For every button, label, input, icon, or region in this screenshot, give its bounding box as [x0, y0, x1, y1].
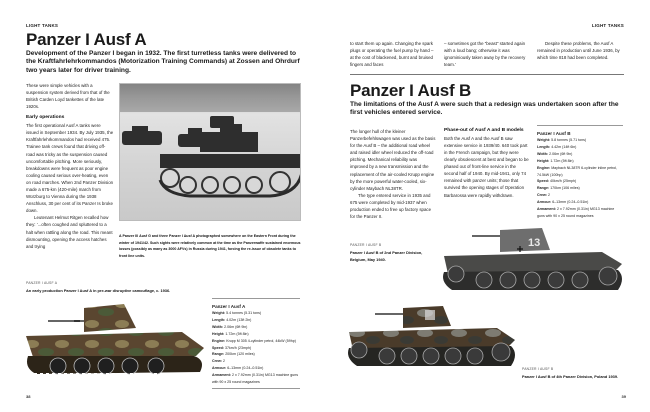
- tank-photo: [119, 83, 301, 221]
- page-number: 39: [621, 394, 626, 399]
- body-paragraph: The type entered service in 1935 and 675 were completed by mid-1937 when production ended to free up factory space for the Panzer II.: [350, 192, 432, 220]
- spec-row-range: Range: 200km (120 miles): [212, 352, 255, 357]
- profile1-label: PANZER I AUSF B: [350, 243, 382, 247]
- spec-divider: [212, 388, 300, 389]
- profile1-caption: Panzer I Ausf B of 2nd Panzer Division, Belgium, May 1940.: [350, 250, 423, 262]
- body-paragraph: The longer hull of the kleiner Panzerbefehlswagen was used as the basis for the Ausf B – the additional road wheel and raised idler wheel reduced the off-road pitching. Mechanical reliability was improved by a new transmission and the replacement of the air-cooled Krupp engine by the more powerful water-cooled, six-cylinder Maybach NL38TR.: [350, 129, 436, 191]
- page-number: 38: [26, 394, 31, 399]
- spec-row-length: Length: 4.02m (13ft 2in): [212, 317, 252, 322]
- panzer-ausf-b-profile-grey: [442, 228, 627, 298]
- spec-row-length: Length: 4.42m (14ft 6in): [537, 144, 577, 149]
- spec-box-ausf-b: [537, 125, 623, 220]
- deck: [26, 50, 301, 75]
- spec-row-height: Height: 1.72m (5ft 8in): [537, 158, 574, 163]
- spec-row-engine: Engine: Maybach NL38TR 6-cylinder inline petrol, 74.5kW (100hp): [537, 165, 618, 177]
- body-paragraph: Both the Ausf A and the Ausf B saw extensive service in 1939/40. 640 took part in the French campaign, but they were clearly obsolescent at best and began to be phased out of front-line service in the second half of 1940. By mid-1941, only 74 remained with panzer units; those that survived the opening stages of Operation Barbarossa were rapidly withdrawn.: [444, 135, 529, 198]
- body-paragraph: The first operational Ausf A tanks were issued in September 1934. By July 1935, the Kraftfahrlehrkommandos had received 475. Trainee tank crews found that driving off-road was tricky as the suspension caused uncomfortable pitching. More seriously, breakdowns were frequent as poor engine cooling caused serious over-heating, even on road marches. When 2nd Panzer Division made a 675-km (420-mile) march from Würzburg to Vienna during the 1938 Anschluss, 30 per cent of its Panzer Is broke down.: [26, 123, 114, 214]
- running-head: LIGHT TANKS: [591, 23, 624, 28]
- spec-row-armament: Armament: 2 x 7.92mm (0.31in) MG13 machine guns with 90 x 25 round magazines: [537, 207, 615, 218]
- spec-row-width: Width: 2.06m (6ft 9in): [212, 324, 248, 329]
- subhead-phase-out: Phase-out of Ausf A and B models: [444, 128, 524, 133]
- profile-caption: An early production Panzer I Ausf A in pre-war disruptive camouflage, c. 1936.: [26, 288, 171, 293]
- intro-paragraph: These were simple vehicles with a suspension system derived from that of the British Carden Loyd tankettes of the late 1920s.: [26, 83, 110, 110]
- spec-title: Panzer I Ausf A: [212, 304, 246, 309]
- continued-column-2: – sometimes got the “beast” started again with a loud bang; otherwise it was ignominiously taken away by the recovery team.': [444, 41, 526, 68]
- left-column: [26, 82, 114, 250]
- spec-row-engine: Engine: Krupp M 305 4-cylinder petrol, 44kW (59hp): [212, 338, 296, 343]
- spec-row-weight: Weight: 5.4 tonnes (5.31 tons): [212, 311, 262, 315]
- spec-row-crew: Crew: 2: [537, 193, 550, 198]
- turret-number: 13: [528, 237, 541, 249]
- profile2-caption: Panzer I Ausf B of 4th Panzer Division, Poland 1939.: [522, 374, 619, 379]
- subhead-early-operations: Early operations: [26, 115, 65, 121]
- right-page: [325, 0, 650, 412]
- spec-title: Panzer I Ausf B: [537, 131, 571, 136]
- spec-row-range: Range: 170km (106 miles): [537, 186, 580, 191]
- spec-row-speed: Speed: 37km/h (23mph): [212, 345, 252, 350]
- spec-row-armour: Armour: 6–13mm (0.24–0.51in): [212, 366, 264, 371]
- deck-text: Development of the Panzer I began in 1932. The first turretless tanks were delivered to the Kraftfahrlehrkommandos (Motorization Training Commands) at Zossen and Ohrdurf two years later for driver training.: [26, 50, 300, 74]
- spec-row-width: Width: 2.06m (6ft 9in): [537, 151, 573, 156]
- tank-profile-illustration: [442, 228, 627, 298]
- spec-row-armour: Armour: 6–13mm (0.24–0.51in): [537, 200, 589, 205]
- page-title: Panzer I Ausf A: [26, 30, 147, 49]
- tank-profile-illustration: [347, 306, 517, 376]
- section-divider: [350, 74, 624, 75]
- spec-row-weight: Weight: 5.8 tonnes (5.71 tons): [537, 138, 587, 142]
- section-title: Panzer I Ausf B: [350, 81, 472, 100]
- continued-column-1: to start them up again. Changing the spark plugs or operating the fuel pump by hand – at the cost of blackened, burnt and bruised fingers and faces: [350, 41, 434, 68]
- spec-row-crew: Crew: 2: [212, 359, 225, 364]
- body-paragraph: Leutenant Helmut Ritgen recalled how they: '...often coughed and spluttered to a halt when rattling along the road. This meant dismounting, opening the access hatches and trying: [26, 215, 113, 249]
- deck: The limitations of the Ausf A were such that a redesign was undertaken soon after the first vehicles entered service.: [350, 101, 619, 117]
- spec-row-speed: Speed: 40km/h (25mph): [537, 179, 577, 184]
- ausf-b-column-1: [350, 128, 436, 220]
- profile-label: PANZER I AUSF A: [26, 281, 58, 285]
- profile2-label: PANZER I AUSF B: [522, 367, 554, 371]
- panzer-photo-illustration: [120, 84, 301, 221]
- continued-column-3: Despite these problems, the Ausf A remained in production until June 1936, by which time 818 had been completed.: [537, 41, 620, 61]
- photo-caption: A Panzer III Ausf G and three Panzer I Ausf A photographed somewhere on the Eastern Front during the winter of 1941/42. Such sights were relatively common at the time as the Panzerwaffe sustained enormous losses (possibly as many as 3000 AFVs) in Russia during 1941, forcing the re-issue of obsolete tanks to front line units.: [119, 234, 301, 258]
- panzer-ausf-a-profile: [24, 298, 206, 384]
- spec-box-ausf-a: [212, 298, 300, 389]
- panzer-ausf-b-profile-camo: [347, 306, 517, 376]
- tank-profile-illustration: [24, 298, 206, 384]
- running-head: LIGHT TANKS: [26, 23, 59, 28]
- spec-row-height: Height: 1.72m (5ft 8in): [212, 331, 249, 336]
- ausf-b-column-2: [444, 128, 530, 199]
- spec-row-armament: Armament: 2 x 7.92mm (0.31in) MG13 machine guns with 90 x 25 round magazines: [212, 373, 299, 385]
